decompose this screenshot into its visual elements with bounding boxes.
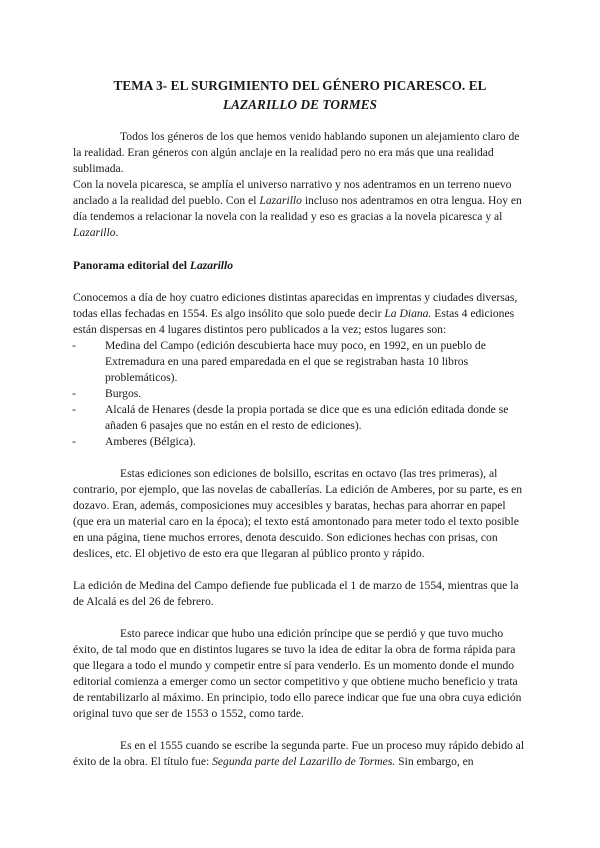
panorama-paragraph-4: Esto parece indicar que hubo una edición príncipe que se perdió y que tuvo mucho éxito, de tal modo que en distintos lugares se tuvo la idea de editar la obra de forma rápida para que llegara a todo el mundo y competir entre sí para venderlo. Es un momento donde el mundo editorial comienza a emerger como un sector competitivo y que obtiene mucho beneficio y trata de rentabilizarlo al máximo. En principio, todo ello parece indicar que fue una obra cuya edición original tuvo que ser de 1553 o 1552, como tarde. (73, 627, 522, 720)
lazarillo-italic: Lazarillo (73, 226, 116, 239)
intro-paragraph-1: Todos los géneros de los que hemos venido hablando suponen un alejamiento claro de la realidad. Eran géneros con algún anclaje en la realidad pero no era más que una realidad sublimada. (73, 130, 520, 175)
list-item: - Alcalá de Henares (desde la propia portada se dice que es una edición editada donde se añaden 6 pasajes que no están en el resto de ediciones). (89, 402, 529, 434)
list-item: - Burgos. (89, 386, 529, 402)
panorama-paragraph-2: Estas ediciones son ediciones de bolsillo, escritas en octavo (las tres primeras), al contrario, por ejemplo, que las novelas de caballerías. La edición de Amberes, por su parte, es en dozavo. Eran, además, composiciones muy accesibles y baratas, hechas para ahorrar en papel (que era un material caro en la época); el texto está amontonado para meter todo el texto posible en una página, tiene muchos errores, denota descuido. Son ediciones hechas con prisas, con deslices, etc. El objetivo de esto era que llegaran al público pronto y rápido. (73, 467, 523, 560)
list-item: - Medina del Campo (edición descubierta hace muy poco, en 1992, en un pueblo de Extremadura en una pared emparedada en el que se registraban hasta 10 libros problemáticos). (89, 338, 529, 386)
section-heading-panorama: Panorama editorial del Lazarillo (73, 259, 234, 272)
segunda-parte-italic: Segunda parte del Lazarillo de Tormes. (212, 755, 396, 768)
intro-paragraph-2: Con la novela picaresca, se amplía el universo narrativo y nos adentramos en un terreno nuevo anclado a la realidad del pueblo. Con el Lazarillo incluso nos adentramos en otra lengua. Hoy en día tendemos a relacionar la novela con la realidad y eso es gracias a la novela picaresca y al Lazarillo. (73, 178, 522, 239)
la-diana-italic: La Diana. (384, 307, 432, 320)
panorama-paragraph-5: Es en el 1555 cuando se escribe la segunda parte. Fue un proceso muy rápido debido al éxito de la obra. El título fue: Segunda parte del Lazarillo de Tormes. Sin embargo, en (73, 739, 525, 768)
editions-list (89, 338, 529, 450)
lazarillo-italic: Lazarillo (259, 194, 302, 207)
list-item: - Amberes (Bélgica). (89, 434, 529, 450)
title-line-2: LAZARILLO DE TORMES (222, 97, 378, 112)
panorama-paragraph-3: La edición de Medina del Campo defiende fue publicada el 1 de marzo de 1554, mientras que la de Alcalá es del 26 de febrero. (73, 579, 519, 608)
title-line-1: TEMA 3- EL SURGIMIENTO DEL GÉNERO PICARESCO. EL (113, 78, 487, 93)
page-title (72, 76, 528, 114)
panorama-paragraph-1: Conocemos a día de hoy cuatro ediciones distintas aparecidas en imprentas y ciudades diversas, todas ellas fechadas en 1554. Es algo insólito que solo puede decir La Diana. Estas 4 ediciones están dispersas en 4 lugares distintos pero publicados a la vez; estos lugares son: (73, 291, 518, 336)
